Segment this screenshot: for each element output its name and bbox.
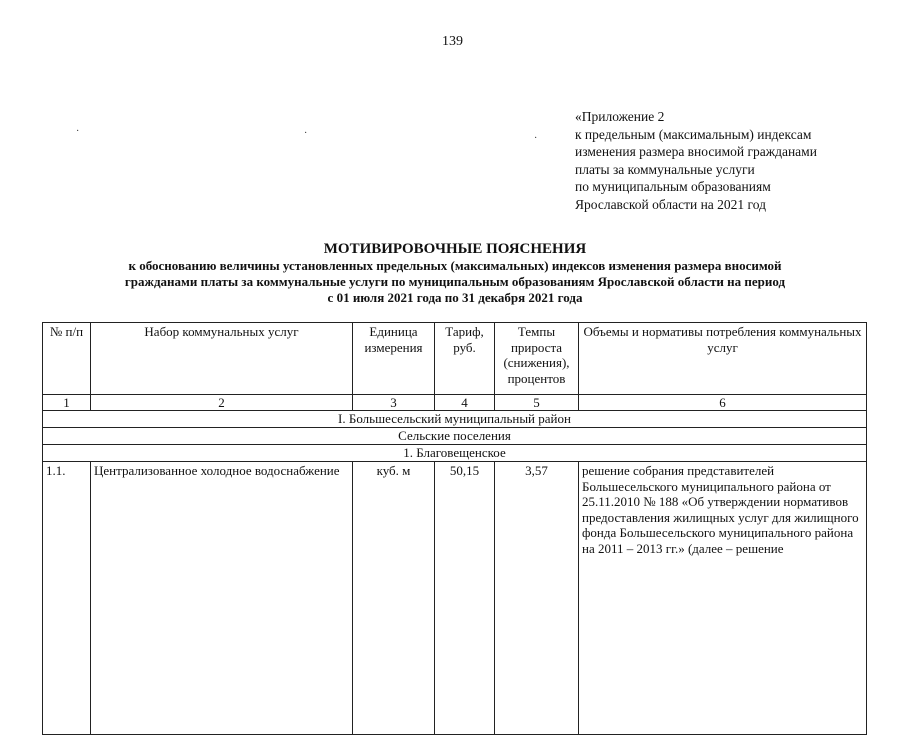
row-rate: 3,57	[495, 462, 579, 735]
header-volumes: Объемы и нормативы потребления коммунальных услуг	[579, 323, 867, 395]
column-number: 5	[495, 395, 579, 411]
column-number: 3	[353, 395, 435, 411]
column-number-row	[43, 395, 867, 411]
column-number: 2	[91, 395, 353, 411]
appendix-line: к предельным (максимальным) индексам	[575, 126, 812, 142]
appendix-line: Ярославской области на 2021 год	[575, 196, 766, 212]
appendix-line: изменения размера вносимой гражданами	[575, 144, 817, 159]
table-row	[43, 462, 867, 735]
appendix-line: по муниципальным образованиям	[575, 179, 771, 194]
appendix-line: «Приложение 2	[575, 109, 665, 124]
row-service: Централизованное холодное водоснабжение	[91, 462, 353, 735]
district-heading: I. Большесельский муниципальный район	[43, 411, 867, 428]
header-unit: Единица измерения	[353, 323, 435, 395]
title-line: к обоснованию величины установленных предельных (максимальных) индексов изменения размера вносимой	[128, 258, 782, 273]
settlement-row	[43, 445, 867, 462]
scan-speck: ·	[534, 133, 538, 144]
settlement-type-row	[43, 428, 867, 445]
title-main: МОТИВИРОВОЧНЫЕ ПОЯСНЕНИЯ	[323, 241, 587, 257]
row-unit: куб. м	[353, 462, 435, 735]
document-title	[40, 240, 870, 306]
header-num: № п/п	[43, 323, 91, 395]
settlement-type-heading: Сельские поселения	[43, 428, 867, 445]
header-services: Набор коммунальных услуг	[91, 323, 353, 395]
settlement-heading: 1. Благовещенское	[43, 445, 867, 462]
column-number: 1	[43, 395, 91, 411]
title-line: гражданами платы за коммунальные услуги по муниципальным образованиям Ярославской области на период	[124, 274, 786, 289]
appendix-line: платы за коммунальные услуги	[575, 161, 755, 177]
page-number: 139	[442, 34, 463, 49]
table-header-row	[43, 323, 867, 395]
appendix-note	[575, 108, 875, 213]
scan-speck: ·	[76, 126, 80, 137]
column-number: 6	[579, 395, 867, 411]
scan-speck: ·	[304, 128, 308, 139]
header-rate: Темпы прироста (снижения), процентов	[495, 323, 579, 395]
district-row	[43, 411, 867, 428]
title-line: с 01 июля 2021 года по 31 декабря 2021 года	[327, 290, 583, 305]
indices-table	[42, 322, 867, 735]
column-number: 4	[435, 395, 495, 411]
header-tariff: Тариф, руб.	[435, 323, 495, 395]
row-volumes: решение собрания представителей Большесельского муниципального района от 25.11.2010 № 188 «Об утверждении нормативов предоставления жилищных услуг для жилищного фонда Большесельского муниципального района на 2011 – 2013 гг.» (далее – решение	[579, 462, 867, 735]
row-number: 1.1.	[43, 462, 91, 735]
row-tariff: 50,15	[435, 462, 495, 735]
